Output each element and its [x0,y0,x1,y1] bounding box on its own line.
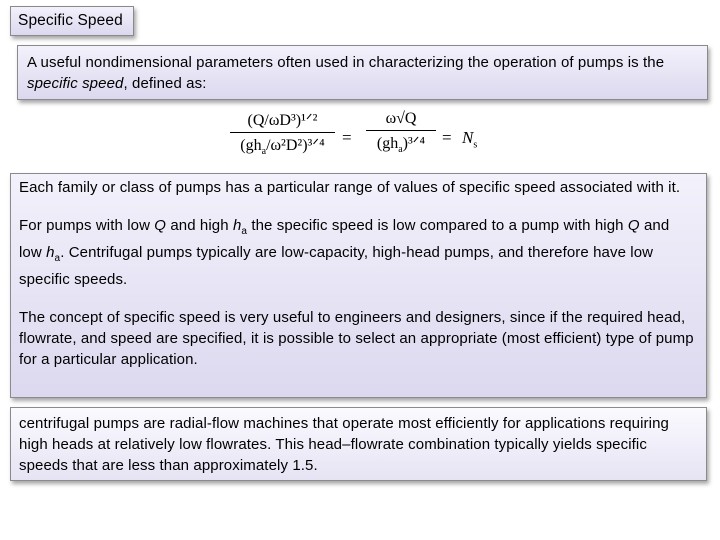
p2-text-d: and low [19,217,670,261]
p2-h-symbol-2: h [46,244,55,261]
centrifugal-box [10,407,707,481]
paragraph-low-q-high-h [19,215,696,290]
formula-left-fraction [230,110,335,157]
formula-mid-fraction [366,110,436,155]
formula-mid-numerator: ω√Q [385,110,417,127]
formula-left-denominator [230,132,335,157]
intro-text-after: , defined as: [123,75,207,92]
formula-left-den-a: (gh [240,137,262,154]
formula-mid-den-a: (gh [376,135,399,152]
p2-text-e: . Centrifugal pumps typically are low-capacity, high-head pumps, and therefore have low specific speeds. [19,244,654,288]
slide-title-text: Specific Speed [18,12,123,29]
centrifugal-text: centrifugal pumps are radial-flow machines that operate most efficiently for applications requiring high heads at relatively low flowrates. This head–flowrate combination typically yields specific speeds that are less than approximately 1.5. [19,415,669,474]
p2-text-b: and high [166,217,233,234]
formula-result-n: N [462,128,474,147]
paragraph-pump-family: Each family or class of pumps has a particular range of values of specific speed associated with it. [19,179,681,196]
formula-equals-1: = [342,128,352,147]
formula-equals-2: = [442,128,452,147]
p2-q-symbol-2: Q [627,217,640,234]
p2-h-symbol-1: h [232,217,242,234]
intro-box [17,45,708,100]
intro-text-before: A useful nondimensional parameters often used in characterizing the operation of pumps is the [27,54,665,71]
formula-left-numerator: (Q/ωD³)¹ᐟ² [247,112,318,129]
formula-mid-den-b: )³ᐟ⁴ [402,135,426,152]
formula-mid-denominator [366,130,436,155]
p2-text-c: the specific speed is low compared to a pump with high [247,217,628,234]
formula-result-sub: s [473,139,478,151]
specific-speed-formula [230,110,490,168]
formula-left-den-b: /ω²D²)³ᐟ⁴ [266,137,325,154]
p2-text-a: For pumps with low [19,217,155,234]
p2-h-sub-2: a [54,253,61,264]
formula-left-den-sub: a [261,146,267,158]
formula-result [462,128,477,150]
p2-h-sub-1: a [241,226,248,237]
paragraph-specific-speed-concept: The concept of specific speed is very useful to engineers and designers, since if the required head, flowrate, and speed are specified, it is possible to select an appropriate (most efficient) type of pump for a particular application. [19,309,694,368]
slide-title [10,6,134,36]
p2-q-symbol-1: Q [154,217,167,234]
formula-mid-den-sub: a [398,144,403,156]
main-content-box [10,173,707,398]
intro-emphasis: specific speed [27,75,124,92]
